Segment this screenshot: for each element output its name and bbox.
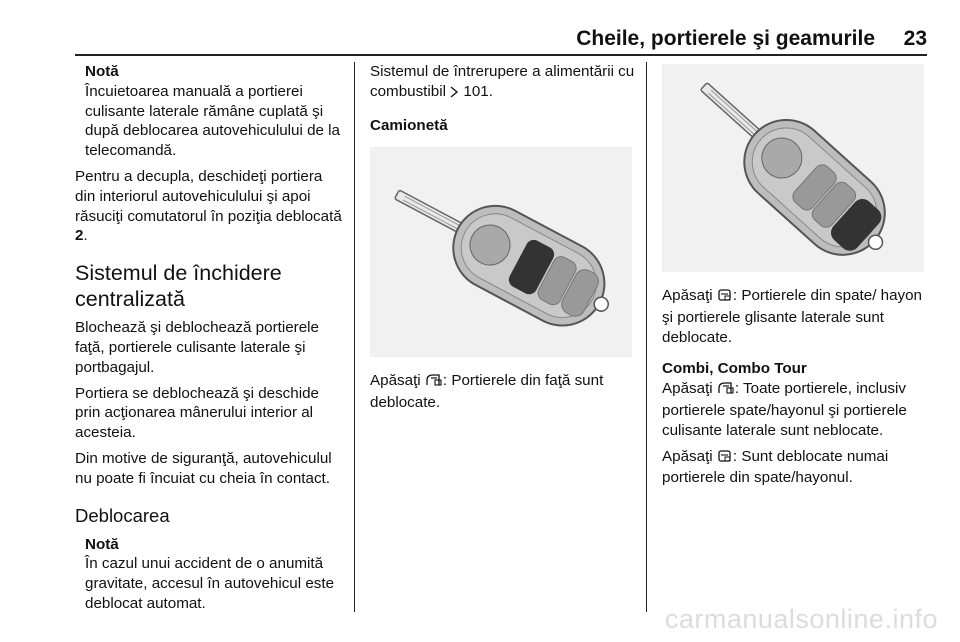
- press-label: Apăsaţi: [662, 287, 717, 304]
- page-number: 23: [903, 27, 927, 50]
- paragraph-door-handle: Portiera se deblochează şi deschide prin acţionarea mânerului interior al acesteia.: [75, 384, 319, 442]
- key-fob-illustration-rear: [662, 64, 924, 272]
- paragraph-central-locking: Blochează şi deblochează portierele faţă, portierele culisante laterale şi portbagajul.: [75, 319, 320, 376]
- subheading-combi: Combi, Combo Tour: [662, 360, 807, 378]
- car-front-unlock-icon: [425, 373, 443, 393]
- note-text: Încuietoarea manuală a portierei culisante laterale rămâne cuplată şi după deblocarea autovehiculului de la telecomandă.: [85, 82, 341, 160]
- page-title: Cheile, portierele şi geamurile: [576, 27, 875, 50]
- paragraph-all-doors: [662, 379, 930, 440]
- car-rear-unlock-icon: [717, 449, 733, 469]
- paragraph-front-doors: [370, 371, 635, 413]
- page-header: [75, 26, 927, 56]
- page-reference-arrow-icon: [450, 84, 459, 104]
- press-label: Apăsaţi: [370, 372, 425, 390]
- all-doors-text: : Toate portierele, inclusiv portierele spate/hayonul şi portierele culisante laterale sunt neblocate.: [662, 380, 907, 439]
- position-number: 2: [75, 227, 84, 245]
- rear-only-text: : Sunt deblocate numai portierele din spate/hayonul.: [662, 447, 889, 487]
- note-title: Notă: [85, 63, 119, 80]
- column-2: [370, 62, 635, 413]
- paragraph-fuel-cutoff: [370, 62, 635, 104]
- watermark: carmanualsonline.info: [664, 604, 938, 634]
- press-label: Apăsaţi: [662, 380, 717, 398]
- press-label: Apăsaţi: [662, 447, 717, 465]
- subheading-van: Camionetă: [370, 116, 448, 134]
- column-1: [75, 62, 343, 614]
- note-text: În cazul unui accident de o anumită gravitate, accesul în autovehicul este deblocat automat.: [85, 555, 335, 612]
- note-manual-lock: [75, 62, 343, 161]
- paragraph-rear-doors: [662, 286, 930, 347]
- column-divider-right: [646, 62, 647, 612]
- section-heading-central-locking: Sistemul de închidere centralizată: [75, 261, 282, 312]
- paragraph-rear-only: [662, 447, 930, 489]
- car-front-unlock-icon: [717, 381, 735, 401]
- note-title: Notă: [85, 535, 119, 553]
- punctuation: .: [83, 227, 88, 245]
- paragraph-decouple: [75, 167, 343, 246]
- key-fob-illustration-van: [370, 147, 632, 357]
- note-accident: [75, 535, 343, 614]
- column-3: [662, 62, 930, 488]
- paragraph-fuel-cutoff-text: Sistemul de întrerupere a alimentării cu combustibil: [370, 63, 635, 100]
- car-rear-unlock-icon: [717, 288, 733, 308]
- column-divider-left: [354, 62, 355, 612]
- paragraph-decouple-text: Pentru a decupla, deschideţi portiera din interiorul autovehiculului şi apoi răsuciţi comutatorul în poziţia deblocată: [75, 167, 342, 225]
- rear-doors-text: : Portierele din spate/ hayon şi portierele glisante laterale sunt deblocate.: [662, 287, 923, 346]
- page-reference: 101.: [459, 82, 493, 100]
- paragraph-safety: Din motive de siguranţă, autovehiculul nu poate fi încuiat cu cheia în contact.: [75, 449, 332, 487]
- front-doors-text: : Portierele din faţă sunt deblocate.: [370, 372, 604, 412]
- subheading-unlocking: Deblocarea: [75, 504, 170, 526]
